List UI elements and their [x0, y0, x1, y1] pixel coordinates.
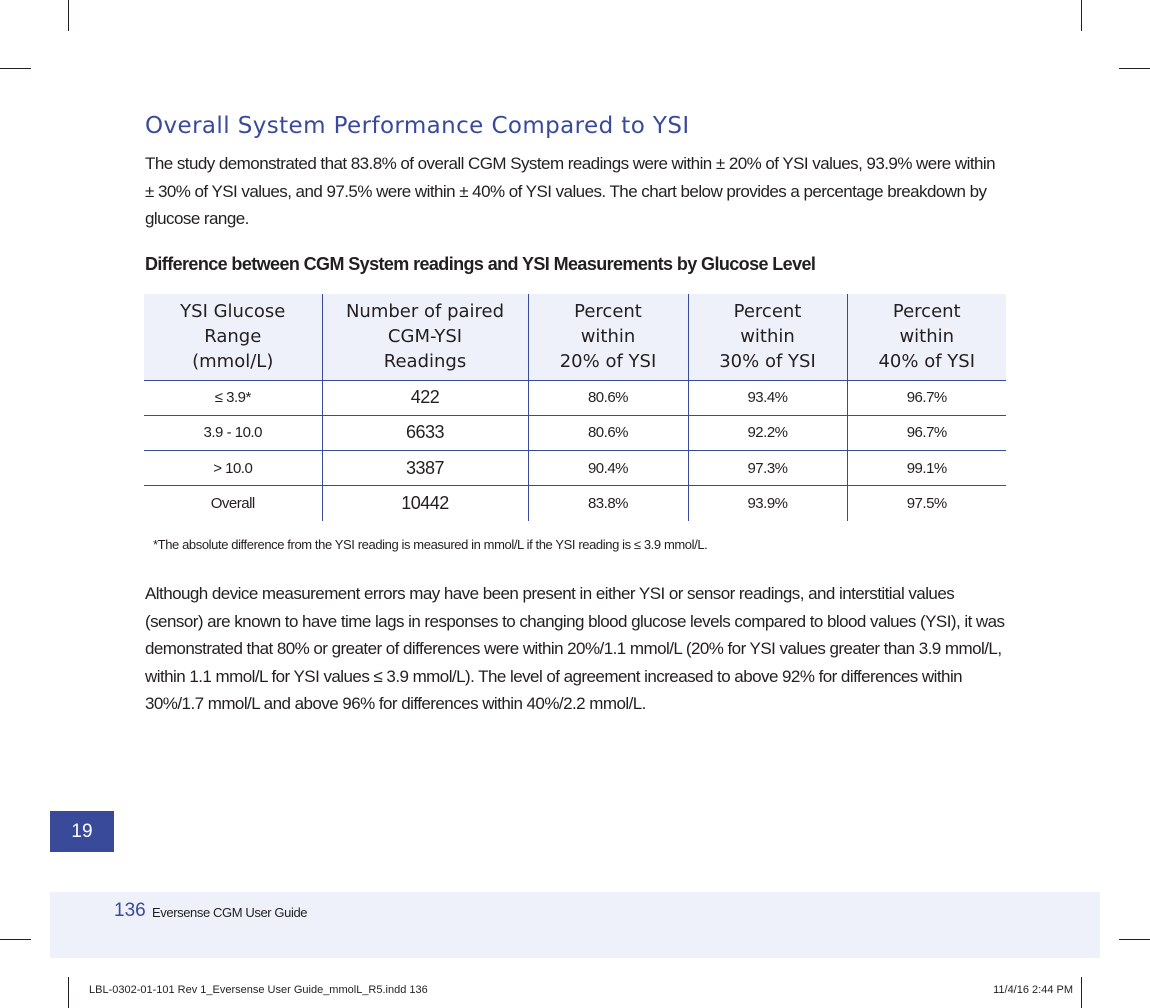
header-line: within — [580, 326, 636, 348]
table-row — [144, 451, 1006, 486]
crop-mark-bottom-left — [68, 977, 69, 1008]
cell-within-40: 96.7% — [847, 415, 1006, 450]
header-line: Range — [204, 326, 262, 348]
cell-within-30: 97.3% — [688, 451, 847, 486]
table-heading: Difference between CGM System readings and YSI Measurements by Glucose Level — [145, 254, 816, 274]
page-number: 136 — [114, 900, 146, 921]
crop-mark-top-right — [1081, 0, 1082, 31]
header-percent-within-20 — [528, 294, 688, 380]
table-header-row — [144, 294, 1006, 380]
header-percent-within-40 — [847, 294, 1006, 380]
crop-mark-right-bottom — [1119, 939, 1150, 940]
cell-readings: 3387 — [322, 451, 528, 486]
table-row — [144, 415, 1006, 450]
cell-readings: 6633 — [322, 415, 528, 450]
cell-within-30: 93.9% — [688, 486, 847, 521]
cell-range: Overall — [210, 495, 255, 513]
header-line: YSI Glucose — [180, 301, 286, 323]
header-line: within — [899, 326, 955, 348]
chapter-number: 19 — [71, 820, 93, 842]
performance-table — [144, 294, 1006, 521]
cell-within-20: 80.6% — [528, 380, 688, 415]
cell-within-20: 83.8% — [528, 486, 688, 521]
chapter-tab — [50, 811, 114, 852]
header-line: Readings — [383, 351, 467, 373]
crop-mark-left-bottom — [0, 939, 31, 940]
intro-paragraph: The study demonstrated that 83.8% of overall CGM System readings were within ± 20% of YSI values, 93.9% were within ± 30% of YSI values, and 97.5% were within ± 40% of YSI values. The chart below provides a percentage breakdown by glucose range. — [145, 154, 996, 228]
closing-paragraph: Although device measurement errors may have been present in either YSI or sensor readings, and interstitial values (sensor) are known to have time lags in responses to changing blood glucose levels compared to blood values (YSI), it was demonstrated that 80% or greater of differences were within 20%/1.1 mmol/L (20% for YSI values greater than 3.9 mmol/L, within 1.1 mmol/L for YSI values ≤ 3.9 mmol/L). The level of agreement increased to above 92% for differences within 30%/1.7 mmol/L and above 96% for differences within 40%/2.2 mmol/L. — [145, 584, 1005, 713]
table-row — [144, 380, 1006, 415]
cell-range: ≤ 3.9* — [144, 380, 322, 415]
cell-within-40: 99.1% — [847, 451, 1006, 486]
header-line: Percent — [733, 301, 802, 323]
header-line: 20% of YSI — [559, 351, 657, 373]
header-line: (mmol/L) — [192, 351, 274, 373]
header-line: Percent — [574, 301, 642, 323]
footer-band — [50, 892, 1100, 958]
cell-range: 3.9 - 10.0 — [144, 415, 322, 450]
header-paired-readings — [322, 294, 528, 380]
cell-range: > 10.0 — [144, 451, 322, 486]
header-line: within — [740, 326, 795, 348]
crop-mark-top-left — [68, 0, 69, 31]
crop-mark-bottom-right — [1081, 977, 1082, 1008]
cell-within-40: 96.7% — [847, 380, 1006, 415]
cell-readings: 10442 — [322, 486, 528, 521]
table-footnote: *The absolute difference from the YSI reading is measured in mmol/L if the YSI reading is ≤ 3.9 mmol/L. — [153, 537, 708, 552]
header-percent-within-30 — [688, 294, 847, 380]
cell-within-30: 92.2% — [688, 415, 847, 450]
cell-within-30: 93.4% — [688, 380, 847, 415]
section-title: Overall System Performance Compared to YSI — [145, 113, 690, 139]
header-line: Percent — [892, 301, 961, 323]
cell-within-40: 97.5% — [847, 486, 1006, 521]
header-line: CGM-YSI — [387, 326, 463, 348]
slug-date: 11/4/16 2:44 PM — [993, 984, 1073, 996]
header-ysi-glucose-range — [144, 294, 322, 380]
cell-within-20: 80.6% — [528, 415, 688, 450]
crop-mark-left-top — [0, 68, 31, 69]
crop-mark-right-top — [1119, 68, 1150, 69]
header-line: Number of paired — [345, 301, 505, 323]
header-line: 40% of YSI — [878, 351, 976, 373]
slug-file-info: LBL-0302-01-101 Rev 1_Eversense User Guide_mmolL_R5.indd 136 — [89, 984, 428, 996]
table-row — [144, 486, 1006, 521]
guide-title: Eversense CGM User Guide — [152, 905, 308, 920]
cell-readings: 422 — [322, 380, 528, 415]
cell-within-20: 90.4% — [528, 451, 688, 486]
header-line: 30% of YSI — [719, 351, 816, 373]
